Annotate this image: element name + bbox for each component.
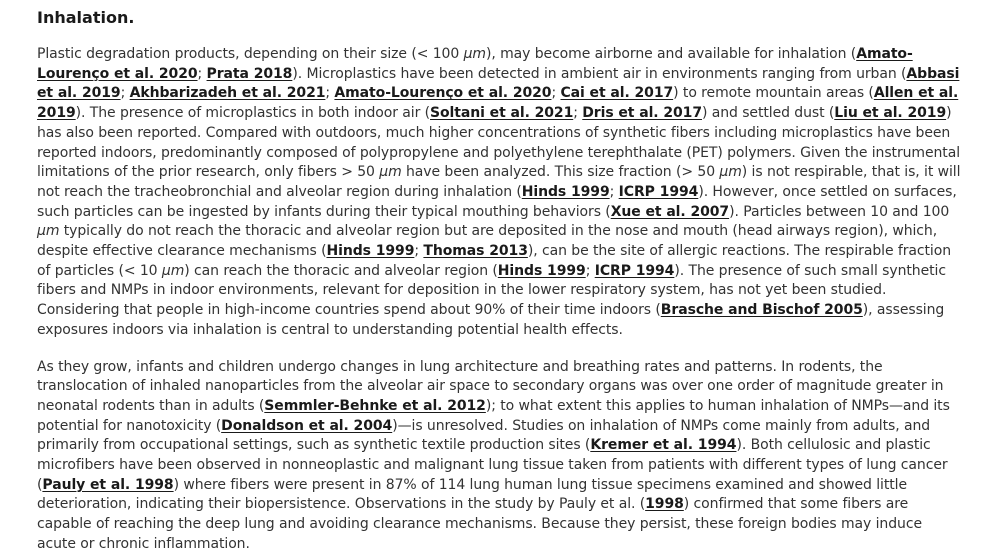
paragraph-text: ). The presence of such small synthetic fibers and NMPs in indoor environments, relevant for deposition in the lower respiratory system, has not yet been studied. Considering that people in high-income countries spend about 90% of their time indoors ( bbox=[37, 262, 946, 319]
paragraph-text: ). However, once settled on surfaces, such particles can be ingested by infants during their typical mouthing behaviors ( bbox=[37, 183, 957, 220]
unit-micrometer: μm bbox=[379, 164, 402, 181]
citation-link[interactable]: Donaldson et al. 2004 bbox=[221, 417, 393, 434]
paragraph-text: ; bbox=[197, 65, 207, 82]
paragraph-text: ; bbox=[325, 85, 335, 102]
paragraph-text: ; bbox=[551, 85, 561, 102]
paragraph-text: As they grow, infants and children undergo changes in lung architecture and breathing rates and patterns. In rodents, the translocation of inhaled nanoparticles from the alveolar air space to secondary organs was over one order of magnitude greater in neonatal rodents than in adults ( bbox=[37, 358, 944, 414]
citation-link[interactable]: Allen et al. 2019 bbox=[37, 85, 959, 122]
citation-link[interactable]: Liu et al. 2019 bbox=[834, 105, 947, 122]
unit-micrometer: μm bbox=[463, 46, 486, 62]
citation-link[interactable]: Kremer et al. 1994 bbox=[590, 437, 737, 454]
citation-link[interactable]: Thomas 2013 bbox=[423, 243, 528, 260]
citation-link[interactable]: Amato-Lourenço et al. 2020 bbox=[334, 85, 552, 102]
paragraph-text: ); to what extent this applies to human inhalation of NMPs—and its potential for nanotoxicity ( bbox=[37, 397, 950, 434]
paragraph-text: ) where fibers were present in 87% of 114 lung human lung tissue specimens examined and showed little deterioration, indicating their biopersistence. Observations in the study by Pauly et al. ( bbox=[37, 476, 907, 513]
paragraph-text: ; bbox=[120, 85, 130, 102]
citation-link[interactable]: Akhbarizadeh et al. 2021 bbox=[129, 85, 326, 102]
paragraph-text: ; bbox=[414, 243, 424, 260]
paragraph-text: ) confirmed that some fibers are capable of reaching the deep lung and avoiding clearance mechanisms. Because they persist, these foreign bodies may induce acute or chronic inflammation. bbox=[37, 496, 922, 552]
citation-link[interactable]: Soltani et al. 2021 bbox=[430, 105, 574, 122]
paragraph-text: ) can reach the thoracic and alveolar region ( bbox=[184, 262, 498, 279]
paragraph-text: )—is unresolved. Studies on inhalation of NMPs come mainly from adults, and primarily from occupational settings, such as synthetic textile production sites ( bbox=[37, 417, 931, 454]
paragraph-text: ; bbox=[573, 105, 583, 122]
paragraph-text: ). Both cellulosic and plastic microfibers have been observed in nonneoplastic and malignant lung tissue taken from patients with different types of lung cancer ( bbox=[37, 437, 948, 493]
paragraph-text: ), may become airborne and available for inhalation ( bbox=[485, 46, 857, 62]
citation-link[interactable]: Cai et al. 2017 bbox=[560, 85, 674, 102]
paragraph-text: ) to remote mountain areas ( bbox=[673, 85, 874, 102]
paragraph-text: have been analyzed. This size fraction (> 50 bbox=[401, 164, 720, 181]
citation-link[interactable]: Abbasi et al. 2019 bbox=[37, 65, 960, 102]
paragraph-text: typically do not reach the thoracic and alveolar region but are deposited in the nose and mouth (head airways region), which, despite effective clearance mechanisms ( bbox=[37, 223, 938, 260]
paragraph bbox=[37, 45, 964, 341]
citation-link[interactable]: Pauly et al. 1998 bbox=[42, 476, 174, 493]
paragraph-text: ), can be the site of allergic reactions. The respirable fraction of particles (< 10 bbox=[37, 243, 952, 279]
paragraph-text: ). Particles between 10 and 100 bbox=[729, 203, 950, 220]
unit-micrometer: μm bbox=[161, 262, 185, 279]
citation-link[interactable]: Hinds 1999 bbox=[326, 243, 415, 260]
citation-link[interactable]: Brasche and Bischof 2005 bbox=[660, 302, 863, 319]
section-heading: Inhalation. bbox=[37, 8, 135, 27]
paragraph-text: Plastic degradation products, depending on their size (< 100 bbox=[37, 46, 464, 62]
citation-link[interactable]: ICRP 1994 bbox=[594, 262, 675, 279]
paragraph-text: ). Microplastics have been detected in ambient air in environments ranging from urban ( bbox=[292, 65, 907, 82]
unit-micrometer: μm bbox=[719, 164, 742, 181]
citation-link[interactable]: Hinds 1999 bbox=[521, 183, 610, 200]
citation-link[interactable]: Prata 2018 bbox=[206, 65, 293, 82]
unit-micrometer: μm bbox=[37, 223, 60, 240]
citation-link[interactable]: 1998 bbox=[645, 496, 684, 513]
citation-link[interactable]: Xue et al. 2007 bbox=[610, 203, 730, 220]
paragraph-text: ; bbox=[609, 183, 619, 200]
paragraph-text: ) and settled dust ( bbox=[701, 105, 835, 122]
citation-link[interactable]: Dris et al. 2017 bbox=[582, 105, 702, 122]
citation-link[interactable]: Hinds 1999 bbox=[497, 262, 586, 279]
citation-link[interactable]: Amato-Lourenço et al. 2020 bbox=[37, 46, 913, 82]
paragraph-text: ), assessing exposures indoors via inhalation is central to understanding potential health effects. bbox=[37, 302, 945, 338]
paragraph-text: ). The presence of microplastics in both indoor air ( bbox=[75, 105, 431, 122]
paragraph bbox=[37, 358, 964, 555]
paragraph-text: ; bbox=[585, 262, 595, 279]
paragraph-text: ) is not respirable, that is, it will not reach the tracheobronchial and alveolar region during inhalation ( bbox=[37, 164, 961, 200]
paragraph-text: ) has also been reported. Compared with outdoors, much higher concentrations of synthetic fibers including microplastics have been reported indoors, predominantly composed of polypropylene and polyethylene terephthalate (PET) polymers. Given the instrumental limitations of the prior research, only fibers > 50 bbox=[37, 105, 961, 181]
citation-link[interactable]: ICRP 1994 bbox=[618, 183, 699, 200]
citation-link[interactable]: Semmler-Behnke et al. 2012 bbox=[264, 397, 486, 414]
